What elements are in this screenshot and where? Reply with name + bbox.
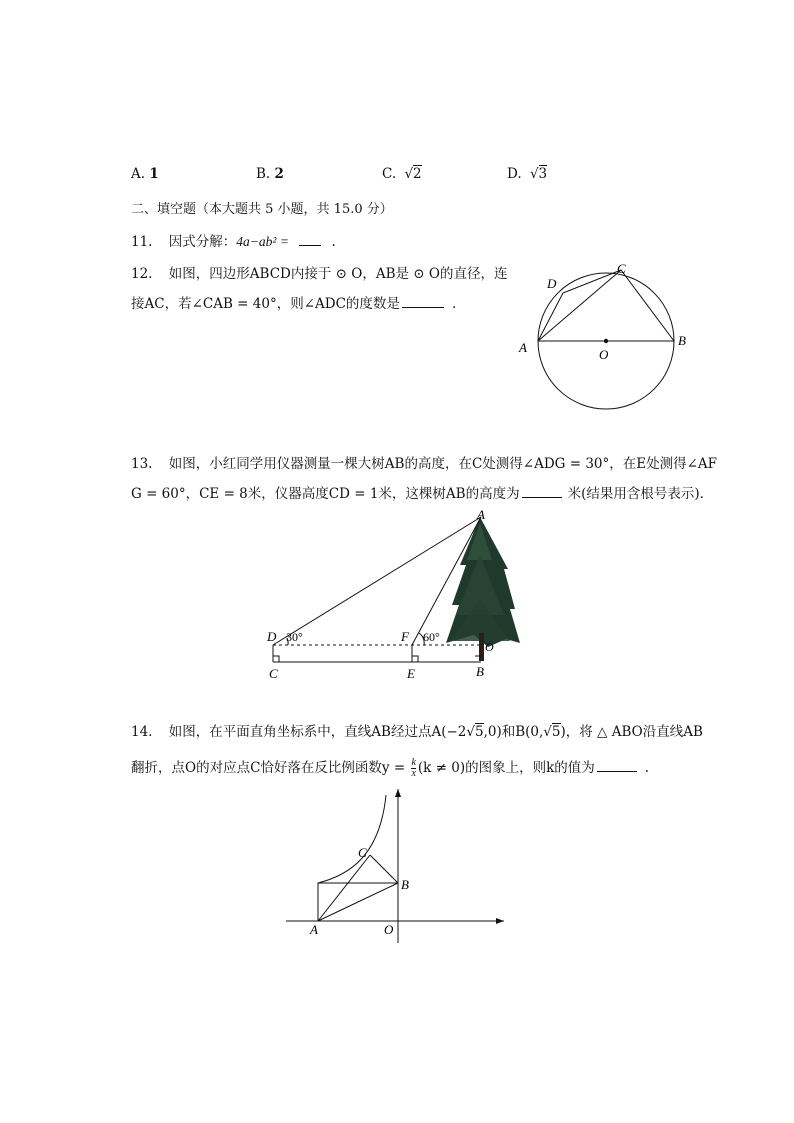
option-value: 3 <box>538 166 548 182</box>
label-f: F <box>401 629 409 644</box>
question-number: 14. <box>131 724 153 740</box>
option-value: 2 <box>413 166 422 182</box>
answer-blank[interactable] <box>597 771 637 772</box>
question-end: . <box>644 760 650 776</box>
label-c: C <box>358 845 367 860</box>
sqrt-symbol: √ <box>466 724 475 740</box>
sqrt-symbol: √ <box>529 166 539 182</box>
label-a: A <box>477 507 485 522</box>
question-end: . <box>451 296 457 312</box>
circle-diagram <box>505 258 705 418</box>
question-number: 11. <box>131 234 153 250</box>
angle-label-30: 30° <box>286 630 303 644</box>
sight-line-da <box>273 517 481 645</box>
question-line <box>131 720 703 740</box>
right-angle-c <box>273 656 279 662</box>
segment-ac <box>318 855 370 921</box>
sqrt-value: 5 <box>551 724 561 740</box>
question-text: 如图，在平面直角坐标系中，直线AB经过点A(−2 <box>168 724 467 740</box>
label-o: O <box>485 640 494 654</box>
label-c: C <box>617 261 626 276</box>
angle-label-60: 60° <box>423 630 440 644</box>
question-text: 翻折，点O的对应点C恰好落在反比例函数y = <box>131 760 406 776</box>
label-b: B <box>476 664 484 679</box>
right-angle-e <box>412 656 418 662</box>
option-d <box>507 166 547 182</box>
question-end: . <box>331 234 336 250</box>
option-value: 2 <box>274 166 284 182</box>
sqrt-value: 5 <box>474 724 484 740</box>
quadrilateral-abcd <box>538 270 674 341</box>
option-c <box>382 166 422 182</box>
fraction <box>411 758 415 779</box>
sqrt-symbol: √ <box>404 166 414 182</box>
tree-image <box>446 517 520 661</box>
question-number: 13. <box>131 456 153 472</box>
question-text: ,0)和B(0, <box>483 724 544 740</box>
answer-blank[interactable] <box>402 307 444 308</box>
question-text: 接AC，若∠CAB = 40°，则∠ADC的度数是 <box>131 296 400 312</box>
question-text: 米(结果用含根号表示)． <box>567 486 714 502</box>
tree-diagram <box>260 505 540 685</box>
label-b: B <box>678 333 686 348</box>
label-c: C <box>269 666 278 681</box>
y-axis-arrow <box>395 789 401 797</box>
question-11 <box>131 230 336 250</box>
hyperbola-curve <box>318 795 386 883</box>
option-letter: A. <box>131 166 146 182</box>
label-a: A <box>519 340 527 355</box>
answer-blank[interactable] <box>522 497 562 498</box>
label-d: D <box>547 276 557 291</box>
label-d: D <box>267 629 277 644</box>
label-b: B <box>401 877 409 892</box>
question-line <box>131 482 713 502</box>
option-letter: D. <box>507 166 522 182</box>
option-b <box>256 166 284 182</box>
sqrt-symbol: √ <box>543 724 552 740</box>
question-text: 因式分解： <box>168 234 237 250</box>
answer-blank[interactable] <box>299 245 321 246</box>
line-ab <box>318 883 398 921</box>
question-text: G = 60°，CE = 8米，仪器高度CD = 1米，这棵树AB的高度为 <box>131 486 520 502</box>
option-letter: B. <box>256 166 271 182</box>
coordinate-diagram <box>280 785 510 945</box>
label-e: E <box>407 666 415 681</box>
option-letter: C. <box>382 166 397 182</box>
label-a: A <box>310 922 318 937</box>
label-o: O <box>384 922 394 937</box>
question-line <box>131 756 649 779</box>
fraction-denominator: x <box>411 768 416 779</box>
label-o: O <box>599 347 609 362</box>
question-text: )，将 △ ABO沿直线AB <box>560 724 703 740</box>
center-point <box>604 339 608 343</box>
question-line <box>131 452 717 472</box>
question-text: 如图，小红同学用仪器测量一棵大树AB的高度，在C处测得∠ADG = 30°，在E处测得∠AF <box>168 456 718 472</box>
option-value: 1 <box>149 166 159 182</box>
math-expression: 4a−ab² = <box>236 234 289 249</box>
section-title: 二、填空题（本大题共 5 小题，共 15.0 分） <box>131 202 393 217</box>
segment-cb <box>370 855 398 883</box>
fraction-numerator: k <box>411 757 416 768</box>
question-line <box>131 292 456 312</box>
option-a <box>131 166 159 182</box>
question-text: 如图，四边形ABCD内接于 ⊙ O，AB是 ⊙ O的直径，连 <box>168 266 508 282</box>
question-line <box>131 262 507 282</box>
question-number: 12. <box>131 266 153 282</box>
question-text: (k ≠ 0)的图象上，则k的值为 <box>417 760 595 776</box>
x-axis-arrow <box>496 918 504 924</box>
